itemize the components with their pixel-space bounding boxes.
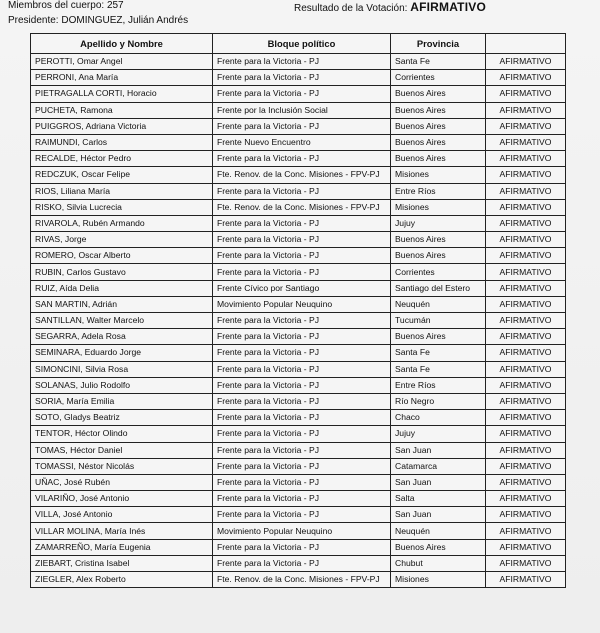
cell-vote: AFIRMATIVO	[486, 102, 566, 118]
cell-name: SEGARRA, Adela Rosa	[31, 329, 213, 345]
cell-vote: AFIRMATIVO	[486, 377, 566, 393]
column-header-bloc: Bloque político	[213, 34, 391, 54]
cell-vote: AFIRMATIVO	[486, 426, 566, 442]
cell-vote: AFIRMATIVO	[486, 329, 566, 345]
cell-vote: AFIRMATIVO	[486, 70, 566, 86]
table-row	[31, 361, 566, 377]
cell-province: Misiones	[391, 572, 486, 588]
cell-name: SEMINARA, Eduardo Jorge	[31, 345, 213, 361]
cell-name: PEROTTI, Omar Angel	[31, 54, 213, 70]
cell-province: Neuquén	[391, 523, 486, 539]
cell-name: SOLANAS, Julio Rodolfo	[31, 377, 213, 393]
cell-name: SANTILLAN, Walter Marcelo	[31, 313, 213, 329]
table-row	[31, 329, 566, 345]
cell-bloc: Frente para la Victoria - PJ	[213, 539, 391, 555]
cell-province: Buenos Aires	[391, 329, 486, 345]
cell-vote: AFIRMATIVO	[486, 248, 566, 264]
table-row	[31, 102, 566, 118]
cell-vote: AFIRMATIVO	[486, 215, 566, 231]
cell-name: RAIMUNDI, Carlos	[31, 134, 213, 150]
cell-bloc: Frente para la Victoria - PJ	[213, 248, 391, 264]
table-row	[31, 232, 566, 248]
table-row	[31, 393, 566, 409]
table-row	[31, 377, 566, 393]
cell-name: UÑAC, José Rubén	[31, 474, 213, 490]
table-row	[31, 345, 566, 361]
table-row	[31, 199, 566, 215]
cell-province: Buenos Aires	[391, 134, 486, 150]
cell-bloc: Frente para la Victoria - PJ	[213, 329, 391, 345]
table-row	[31, 539, 566, 555]
cell-province: Santiago del Estero	[391, 280, 486, 296]
cell-vote: AFIRMATIVO	[486, 410, 566, 426]
cell-bloc: Frente para la Victoria - PJ	[213, 410, 391, 426]
cell-province: San Juan	[391, 507, 486, 523]
cell-name: TENTOR, Héctor Olindo	[31, 426, 213, 442]
cell-province: Buenos Aires	[391, 539, 486, 555]
cell-name: VILLA, José Antonio	[31, 507, 213, 523]
table-row	[31, 264, 566, 280]
vote-result	[294, 0, 486, 14]
cell-province: Salta	[391, 491, 486, 507]
cell-name: VILLAR MOLINA, María Inés	[31, 523, 213, 539]
cell-bloc: Frente para la Victoria - PJ	[213, 118, 391, 134]
table-row	[31, 458, 566, 474]
table-row	[31, 134, 566, 150]
cell-name: ZAMARREÑO, María Eugenia	[31, 539, 213, 555]
cell-province: Santa Fe	[391, 345, 486, 361]
cell-province: Catamarca	[391, 458, 486, 474]
table-row	[31, 280, 566, 296]
cell-name: SIMONCINI, Silvia Rosa	[31, 361, 213, 377]
cell-bloc: Frente para la Victoria - PJ	[213, 70, 391, 86]
cell-name: PIETRAGALLA CORTI, Horacio	[31, 86, 213, 102]
president-value: DOMINGUEZ, Julián Andrés	[61, 15, 189, 26]
cell-province: Buenos Aires	[391, 118, 486, 134]
cell-bloc: Fte. Renov. de la Conc. Misiones - FPV-PJ	[213, 199, 391, 215]
cell-province: Entre Ríos	[391, 183, 486, 199]
table-row	[31, 215, 566, 231]
cell-name: ROMERO, Oscar Alberto	[31, 248, 213, 264]
cell-bloc: Frente para la Victoria - PJ	[213, 215, 391, 231]
cell-vote: AFIRMATIVO	[486, 523, 566, 539]
column-header-vote	[486, 34, 566, 54]
cell-bloc: Frente para la Victoria - PJ	[213, 86, 391, 102]
cell-bloc: Frente para la Victoria - PJ	[213, 377, 391, 393]
table-row	[31, 491, 566, 507]
cell-vote: AFIRMATIVO	[486, 134, 566, 150]
cell-vote: AFIRMATIVO	[486, 183, 566, 199]
cell-name: ZIEBART, Cristina Isabel	[31, 555, 213, 571]
cell-province: Santa Fe	[391, 361, 486, 377]
cell-vote: AFIRMATIVO	[486, 555, 566, 571]
table-row	[31, 313, 566, 329]
result-label: Resultado de la Votación:	[294, 3, 408, 14]
president	[8, 15, 188, 26]
cell-bloc: Fte. Renov. de la Conc. Misiones - FPV-PJ	[213, 572, 391, 588]
members-count	[8, 0, 124, 11]
cell-bloc: Frente para la Victoria - PJ	[213, 507, 391, 523]
table-row	[31, 151, 566, 167]
cell-name: TOMAS, Héctor Daniel	[31, 442, 213, 458]
cell-province: Neuquén	[391, 296, 486, 312]
table-row	[31, 410, 566, 426]
members-label: Miembros del cuerpo:	[8, 0, 105, 11]
cell-vote: AFIRMATIVO	[486, 572, 566, 588]
cell-province: Buenos Aires	[391, 232, 486, 248]
cell-province: Buenos Aires	[391, 86, 486, 102]
cell-bloc: Frente para la Victoria - PJ	[213, 264, 391, 280]
cell-name: SAN MARTIN, Adrián	[31, 296, 213, 312]
table-row	[31, 555, 566, 571]
cell-name: SORIA, María Emilia	[31, 393, 213, 409]
cell-bloc: Frente para la Victoria - PJ	[213, 442, 391, 458]
column-header-province: Provincia	[391, 34, 486, 54]
cell-name: PUCHETA, Ramona	[31, 102, 213, 118]
table-row	[31, 474, 566, 490]
cell-province: Chubut	[391, 555, 486, 571]
cell-vote: AFIRMATIVO	[486, 458, 566, 474]
table-row	[31, 183, 566, 199]
cell-bloc: Frente para la Victoria - PJ	[213, 345, 391, 361]
cell-name: SOTO, Gladys Beatriz	[31, 410, 213, 426]
cell-province: Jujuy	[391, 215, 486, 231]
cell-vote: AFIRMATIVO	[486, 54, 566, 70]
cell-name: PERRONI, Ana María	[31, 70, 213, 86]
cell-vote: AFIRMATIVO	[486, 345, 566, 361]
cell-vote: AFIRMATIVO	[486, 264, 566, 280]
cell-province: San Juan	[391, 442, 486, 458]
members-value: 257	[106, 0, 124, 11]
table-row	[31, 248, 566, 264]
cell-province: Tucumán	[391, 313, 486, 329]
table-row	[31, 167, 566, 183]
cell-bloc: Frente por la Inclusión Social	[213, 102, 391, 118]
cell-province: San Juan	[391, 474, 486, 490]
cell-vote: AFIRMATIVO	[486, 86, 566, 102]
votes-table	[30, 33, 566, 588]
cell-name: ZIEGLER, Alex Roberto	[31, 572, 213, 588]
cell-bloc: Frente Nuevo Encuentro	[213, 134, 391, 150]
cell-province: Buenos Aires	[391, 151, 486, 167]
cell-vote: AFIRMATIVO	[486, 199, 566, 215]
cell-vote: AFIRMATIVO	[486, 507, 566, 523]
cell-bloc: Frente para la Victoria - PJ	[213, 458, 391, 474]
cell-name: RIOS, Liliana María	[31, 183, 213, 199]
cell-bloc: Movimiento Popular Neuquino	[213, 523, 391, 539]
table-row	[31, 507, 566, 523]
table-row	[31, 70, 566, 86]
president-label: Presidente:	[8, 15, 59, 26]
table-row	[31, 86, 566, 102]
cell-vote: AFIRMATIVO	[486, 313, 566, 329]
cell-vote: AFIRMATIVO	[486, 474, 566, 490]
result-value: AFIRMATIVO	[410, 0, 486, 14]
cell-bloc: Movimiento Popular Neuquino	[213, 296, 391, 312]
cell-province: Río Negro	[391, 393, 486, 409]
cell-bloc: Frente para la Victoria - PJ	[213, 151, 391, 167]
cell-name: RIVAS, Jorge	[31, 232, 213, 248]
column-header-name: Apellido y Nombre	[31, 34, 213, 54]
cell-name: RIVAROLA, Rubén Armando	[31, 215, 213, 231]
cell-name: REDCZUK, Oscar Felipe	[31, 167, 213, 183]
table-row	[31, 426, 566, 442]
cell-bloc: Frente para la Victoria - PJ	[213, 555, 391, 571]
cell-bloc: Frente para la Victoria - PJ	[213, 54, 391, 70]
cell-province: Misiones	[391, 167, 486, 183]
cell-bloc: Frente para la Victoria - PJ	[213, 393, 391, 409]
cell-vote: AFIRMATIVO	[486, 442, 566, 458]
cell-province: Corrientes	[391, 264, 486, 280]
cell-vote: AFIRMATIVO	[486, 151, 566, 167]
cell-vote: AFIRMATIVO	[486, 296, 566, 312]
cell-bloc: Frente para la Victoria - PJ	[213, 426, 391, 442]
cell-province: Misiones	[391, 199, 486, 215]
cell-province: Corrientes	[391, 70, 486, 86]
cell-vote: AFIRMATIVO	[486, 393, 566, 409]
table-header-row	[31, 34, 566, 54]
cell-province: Buenos Aires	[391, 102, 486, 118]
cell-province: Chaco	[391, 410, 486, 426]
cell-province: Santa Fe	[391, 54, 486, 70]
cell-vote: AFIRMATIVO	[486, 491, 566, 507]
table-row	[31, 296, 566, 312]
cell-bloc: Frente para la Victoria - PJ	[213, 491, 391, 507]
cell-bloc: Frente para la Victoria - PJ	[213, 361, 391, 377]
cell-vote: AFIRMATIVO	[486, 118, 566, 134]
cell-province: Jujuy	[391, 426, 486, 442]
cell-name: RECALDE, Héctor Pedro	[31, 151, 213, 167]
table-row	[31, 118, 566, 134]
table-body	[31, 54, 566, 588]
cell-name: TOMASSI, Néstor Nicolás	[31, 458, 213, 474]
cell-vote: AFIRMATIVO	[486, 539, 566, 555]
cell-name: RUBIN, Carlos Gustavo	[31, 264, 213, 280]
cell-vote: AFIRMATIVO	[486, 232, 566, 248]
cell-vote: AFIRMATIVO	[486, 280, 566, 296]
cell-name: RUIZ, Aída Delia	[31, 280, 213, 296]
table-row	[31, 523, 566, 539]
cell-vote: AFIRMATIVO	[486, 361, 566, 377]
table-row	[31, 572, 566, 588]
cell-bloc: Frente para la Victoria - PJ	[213, 183, 391, 199]
cell-bloc: Frente para la Victoria - PJ	[213, 232, 391, 248]
table-row	[31, 54, 566, 70]
cell-bloc: Fte. Renov. de la Conc. Misiones - FPV-PJ	[213, 167, 391, 183]
cell-bloc: Frente Cívico por Santiago	[213, 280, 391, 296]
cell-vote: AFIRMATIVO	[486, 167, 566, 183]
cell-name: PUIGGROS, Adriana Victoria	[31, 118, 213, 134]
cell-bloc: Frente para la Victoria - PJ	[213, 313, 391, 329]
cell-province: Buenos Aires	[391, 248, 486, 264]
cell-name: RISKO, Silvia Lucrecia	[31, 199, 213, 215]
cell-bloc: Frente para la Victoria - PJ	[213, 474, 391, 490]
table-row	[31, 442, 566, 458]
cell-name: VILARIÑO, José Antonio	[31, 491, 213, 507]
cell-province: Entre Ríos	[391, 377, 486, 393]
